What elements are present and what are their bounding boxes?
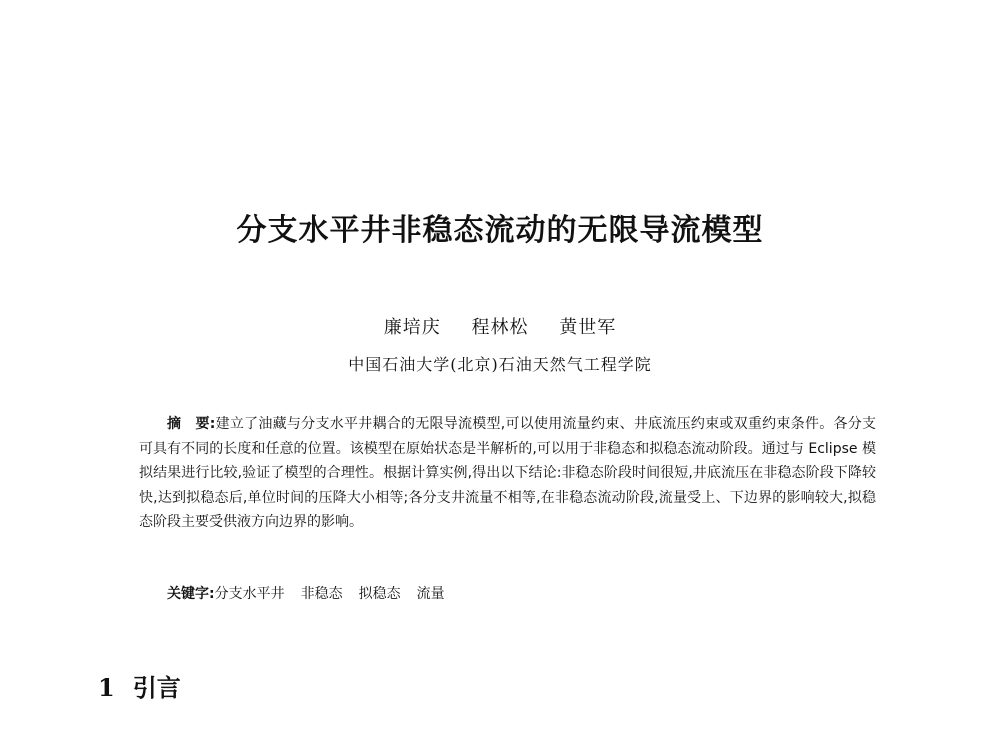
author-name: 程林松 [471, 317, 529, 338]
author-name: 廉培庆 [383, 317, 441, 338]
section-heading [98, 672, 181, 704]
author-list [0, 315, 1000, 341]
paper-title: 分支水平井非稳态流动的无限导流模型 [236, 213, 764, 248]
keyword: 非稳态 [300, 586, 343, 602]
keyword: 流量 [416, 586, 445, 602]
section-title: 引言 [132, 674, 181, 702]
keyword: 拟稳态 [358, 586, 401, 602]
keywords-label: 关键字: [167, 586, 215, 602]
keyword: 分支水平井 [214, 586, 285, 602]
author-affiliation: 中国石油大学(北京)石油天然气工程学院 [348, 355, 652, 374]
abstract-label: 摘 要: [167, 416, 216, 432]
keywords [167, 583, 461, 605]
author-name: 黄世军 [559, 317, 617, 338]
abstract-text: 建立了油藏与分支水平井耦合的无限导流模型,可以使用流量约束、井底流压约束或双重约束条件。各分支可具有不同的长度和任意的位置。该模型在原始状态是半解析的,可以用于非稳态和拟稳态流动阶段。通过与 Eclipse 模拟结果进行比较,验证了模型的合理性。根据计算实例,得出以下结论:非稳态阶段时间很短,井底流压在非稳态阶段下降较快,达到拟稳态后,单位时间的压降大小相等;各分支井流量不相等,在非稳态流动阶段,流量受上、下边界的影响较大,拟稳态阶段主要受供液方向边界的影响。 [139, 416, 876, 530]
abstract [139, 412, 876, 535]
section-number: 1 [98, 673, 115, 702]
